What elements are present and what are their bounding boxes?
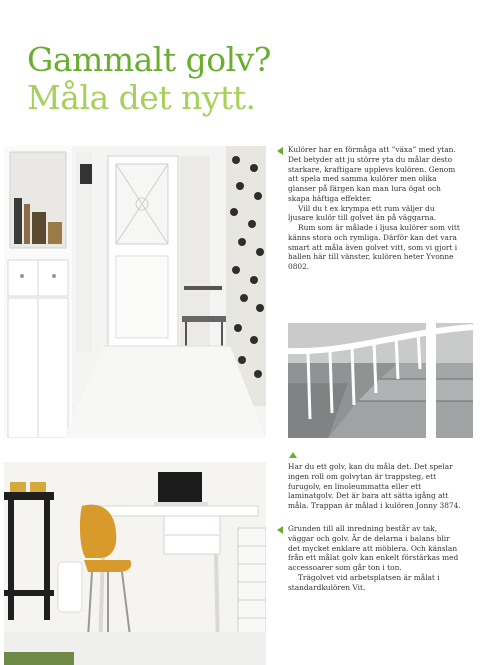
hall-caption-para3: Rum som är målade i ljusa kulörer som vitt känns stora och rymliga. Därför kan det vara smart att måla även golvet vitt, som vi gjort i hallen här till vänster, kulören heter Yvonne 0802. (288, 223, 460, 272)
desk-photo (4, 462, 266, 665)
hall-caption (288, 145, 460, 272)
stairs-photo (288, 323, 473, 438)
arrow-up-icon (289, 452, 297, 458)
headline-line2: Måla det nytt. (27, 78, 256, 117)
hallway-photo (4, 146, 266, 438)
hallway-illustration (4, 146, 266, 438)
stairs-caption-text: Har du ett golv, kan du måla det. Det spelar ingen roll om golvytan är trappsteg, ett furugolv, en linoleummatta eller ett laminatgolv. Det är bara att sätta igång att måla. Trappan är målad i kulören Jonny 3874. (288, 462, 461, 511)
hall-caption-para1: Kulörer har en förmåga att ”växa” med ytan. Det betyder att ju större yta du målar desto starkare, kraftigare upplevs kulören. Genom att spela med samma kulörer men olika glanser på färgen kan man lura ögat och skapa häftiga effekter. (288, 145, 456, 203)
stairs-caption (288, 462, 463, 511)
desk-caption-para2: Trägolvet vid arbetsplatsen är målat i standardkulören Vit. (288, 572, 440, 592)
stairs-illustration (288, 323, 473, 438)
arrow-left-icon (277, 147, 283, 155)
arrow-left-icon (277, 526, 283, 534)
hall-caption-para2: Vill du t ex krympa ett rum väljer du ljusare kulör till golvet än på väggarna. (288, 203, 437, 223)
desk-caption-para1: Grunden till all inredning består av tak, väggar och golv. Är de delarna i balans blir det mycket enklare att möblera. Och känslan från ett målat golv kan enkelt förstärkas med accessoarer som går ton i ton. (288, 524, 459, 573)
desk-illustration (4, 462, 266, 665)
headline-line1: Gammalt golv? (27, 40, 271, 79)
desk-caption (288, 524, 463, 592)
